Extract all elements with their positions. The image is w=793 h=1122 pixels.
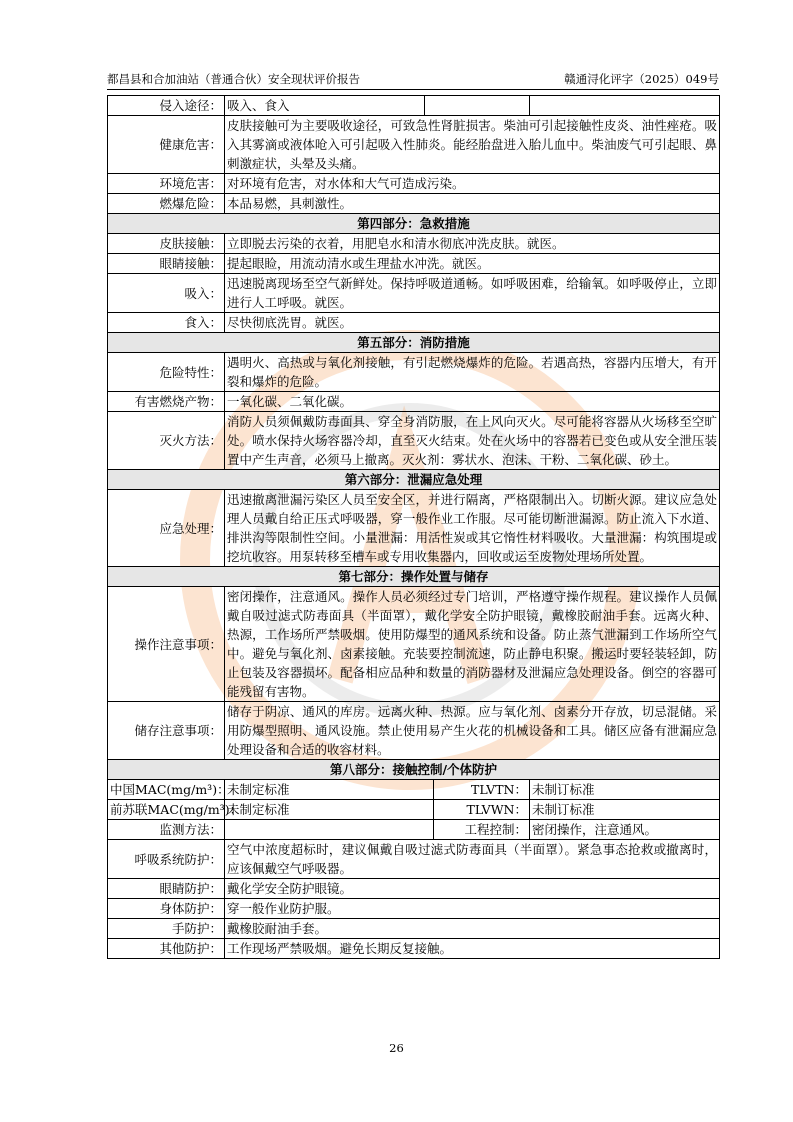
eye-contact-label: 眼睛接触： bbox=[108, 254, 225, 274]
extinguish-value: 消防人员须佩戴防毒面具、穿全身消防服，在上风向灭火。尽可能将容器从火场移至空旷处。喷水保持火场容器冷却，直至灭火结束。处在火场中的容器若已变色或从安全泄压装置中产生声音，必须马上撤离。灭火剂：雾状水、泡沫、干粉、二氧化碳、砂土。 bbox=[225, 412, 720, 470]
section-header-row bbox=[108, 470, 720, 490]
fire-label: 燃爆危险： bbox=[108, 194, 225, 214]
emergency-label: 应急处理： bbox=[108, 490, 225, 567]
engineering-label: 工程控制： bbox=[434, 820, 530, 840]
section-title-handling: 第七部分：操作处置与储存 bbox=[108, 567, 720, 587]
section-title-first-aid: 第四部分：急救措施 bbox=[108, 214, 720, 234]
section-header-row bbox=[108, 567, 720, 587]
table-row bbox=[108, 313, 720, 333]
ussr-mac-label: 前苏联MAC(mg/m³)： bbox=[108, 800, 225, 820]
tlvwn-value: 未制订标准 bbox=[530, 800, 720, 820]
table-row bbox=[108, 234, 720, 254]
tlvtn-value: 未制订标准 bbox=[530, 780, 720, 800]
health-label: 健康危害： bbox=[108, 116, 225, 174]
page-number: 26 bbox=[389, 1041, 404, 1055]
other-protection-label: 其他防护： bbox=[108, 939, 225, 959]
empty-cell bbox=[425, 96, 530, 116]
env-value: 对环境有危害，对水体和大气可造成污染。 bbox=[225, 174, 720, 194]
table-row bbox=[108, 939, 720, 959]
section-title-exposure: 第八部分：接触控制/个体防护 bbox=[108, 760, 720, 780]
emergency-value: 迅速撤离泄漏污染区人员至安全区，并进行隔离，严格限制出入。切断火源。建议应急处理人员戴自给正压式呼吸器，穿一般作业工作服。尽可能切断泄漏源。防止流入下水道、排洪沟等限制性空间。小量泄漏：用活性炭或其它惰性材料吸收。大量泄漏：构筑围堤或挖坑收容。用泵转移至槽车或专用收集器内，回收或运至废物处理场所处置。 bbox=[225, 490, 720, 567]
route-label: 侵入途径： bbox=[108, 96, 225, 116]
storage-label: 储存注意事项： bbox=[108, 702, 225, 760]
env-label: 环境危害： bbox=[108, 174, 225, 194]
tlvtn-label: TLVTN： bbox=[434, 780, 530, 800]
table-row bbox=[108, 919, 720, 939]
table-row bbox=[108, 800, 720, 820]
table-row bbox=[108, 194, 720, 214]
table-row bbox=[108, 879, 720, 899]
fire-value: 本品易燃，具刺激性。 bbox=[225, 194, 720, 214]
hand-protection-label: 手防护： bbox=[108, 919, 225, 939]
table-row bbox=[108, 353, 720, 392]
body-protection-value: 穿一般作业防护服。 bbox=[225, 899, 720, 919]
eye-protection-label: 眼睛防护： bbox=[108, 879, 225, 899]
route-value: 吸入、食入 bbox=[225, 96, 425, 116]
china-mac-label: 中国MAC(mg/m³)： bbox=[108, 780, 225, 800]
combustion-products-label: 有害燃烧产物： bbox=[108, 392, 225, 412]
section-header-row bbox=[108, 214, 720, 234]
monitor-value bbox=[225, 820, 434, 840]
skin-contact-value: 立即脱去污染的衣着，用肥皂水和清水彻底冲洗皮肤。就医。 bbox=[225, 234, 720, 254]
inhale-label: 吸入： bbox=[108, 274, 225, 313]
operation-value: 密闭操作，注意通风。操作人员必须经过专门培训，严格遵守操作规程。建议操作人员佩戴自吸过滤式防毒面具（半面罩），戴化学安全防护眼镜，戴橡胶耐油手套。远离火种、热源，工作场所严禁吸烟。使用防爆型的通风系统和设备。防止蒸气泄漏到工作场所空气中。避免与氧化剂、卤素接触。充装要控制流速，防止静电积聚。搬运时要轻装轻卸，防止包装及容器损坏。配备相应品种和数量的消防器材及泄漏应急处理设备。倒空的容器可能残留有害物。 bbox=[225, 587, 720, 702]
ussr-mac-value: 未制定标准 bbox=[225, 800, 434, 820]
body-protection-label: 身体防护： bbox=[108, 899, 225, 919]
respiratory-label: 呼吸系统防护： bbox=[108, 840, 225, 879]
ingest-label: 食入： bbox=[108, 313, 225, 333]
table-row bbox=[108, 96, 720, 116]
other-protection-value: 工作现场严禁吸烟。避免长期反复接触。 bbox=[225, 939, 720, 959]
section-title-fire-fighting: 第五部分：消防措施 bbox=[108, 333, 720, 353]
table-row bbox=[108, 899, 720, 919]
table-row bbox=[108, 702, 720, 760]
respiratory-value: 空气中浓度超标时，建议佩戴自吸过滤式防毒面具（半面罩）。紧急事态抢救或撤离时，应该佩戴空气呼吸器。 bbox=[225, 840, 720, 879]
storage-value: 储存于阴凉、通风的库房。远离火种、热源。应与氧化剂、卤素分开存放，切忌混储。采用防爆型照明、通风设施。禁止使用易产生火花的机械设备和工具。储区应备有泄漏应急处理设备和合适的收容材料。 bbox=[225, 702, 720, 760]
eye-protection-value: 戴化学安全防护眼镜。 bbox=[225, 879, 720, 899]
engineering-value: 密闭操作，注意通风。 bbox=[530, 820, 720, 840]
extinguish-label: 灭火方法： bbox=[108, 412, 225, 470]
operation-label: 操作注意事项： bbox=[108, 587, 225, 702]
table-row bbox=[108, 780, 720, 800]
page-header bbox=[107, 71, 719, 87]
monitor-label: 监测方法： bbox=[108, 820, 225, 840]
empty-cell bbox=[530, 96, 720, 116]
skin-contact-label: 皮肤接触： bbox=[108, 234, 225, 254]
msds-table bbox=[107, 95, 720, 959]
section-title-leak: 第六部分：泄漏应急处理 bbox=[108, 470, 720, 490]
report-title: 都昌县和合加油站（普通合伙）安全现状评价报告 bbox=[107, 72, 360, 86]
table-row bbox=[108, 254, 720, 274]
table-row bbox=[108, 587, 720, 702]
china-mac-value: 未制定标准 bbox=[225, 780, 434, 800]
tlvwn-label: TLVWN： bbox=[434, 800, 530, 820]
ingest-value: 尽快彻底洗胃。就医。 bbox=[225, 313, 720, 333]
table-row bbox=[108, 840, 720, 879]
table-row bbox=[108, 392, 720, 412]
table-row bbox=[108, 116, 720, 174]
section-header-row bbox=[108, 333, 720, 353]
table-row bbox=[108, 820, 720, 840]
section-header-row bbox=[108, 760, 720, 780]
danger-label: 危险特性： bbox=[108, 353, 225, 392]
table-row bbox=[108, 412, 720, 470]
eye-contact-value: 提起眼睑，用流动清水或生理盐水冲洗。就医。 bbox=[225, 254, 720, 274]
hand-protection-value: 戴橡胶耐油手套。 bbox=[225, 919, 720, 939]
combustion-products-value: 一氧化碳、二氧化碳。 bbox=[225, 392, 720, 412]
table-row bbox=[108, 490, 720, 567]
report-number: 赣通浔化评字（2025）049号 bbox=[564, 72, 719, 86]
header-divider bbox=[107, 89, 719, 90]
health-value: 皮肤接触可为主要吸收途径，可致急性肾脏损害。柴油可引起接触性皮炎、油性痤疮。吸入其雾滴或液体呛入可引起吸入性肺炎。能经胎盘进入胎儿血中。柴油废气可引起眼、鼻刺激症状，头晕及头痛。 bbox=[225, 116, 720, 174]
table-row bbox=[108, 274, 720, 313]
inhale-value: 迅速脱离现场至空气新鲜处。保持呼吸道通畅。如呼吸困难，给输氧。如呼吸停止，立即进行人工呼吸。就医。 bbox=[225, 274, 720, 313]
table-row bbox=[108, 174, 720, 194]
danger-value: 遇明火、高热或与氧化剂接触，有引起燃烧爆炸的危险。若遇高热，容器内压增大，有开裂和爆炸的危险。 bbox=[225, 353, 720, 392]
